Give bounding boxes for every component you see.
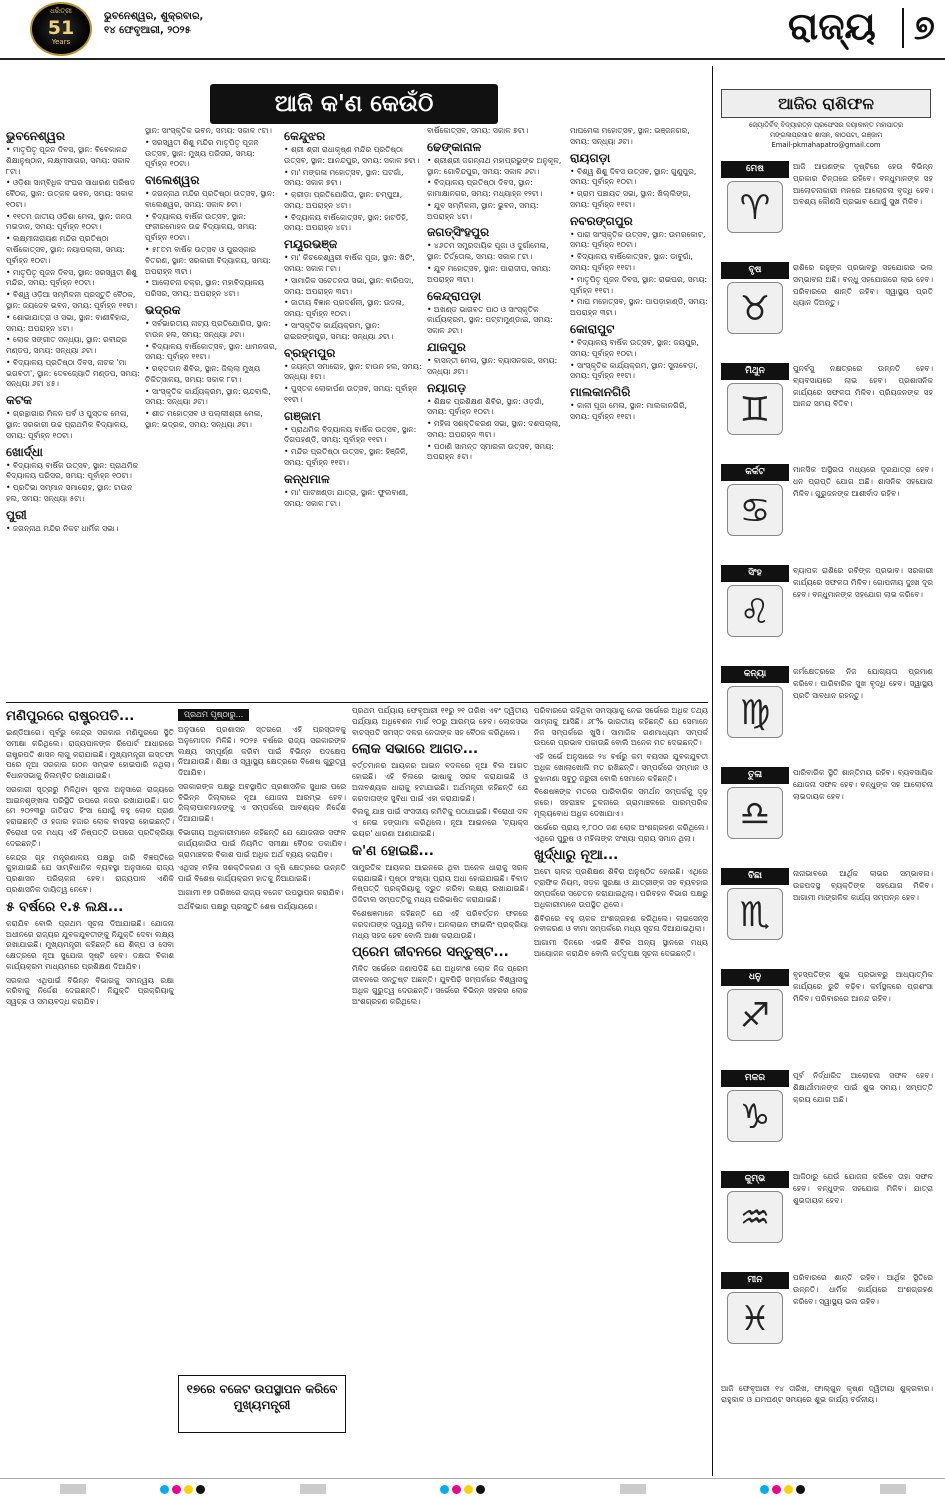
event-item: • ସାଂସ୍କୃତିକ କାର୍ଯ୍ୟକ୍ରମ, ସ୍ଥାନ: ଚାନ୍ଦବାଲି, ସମୟ: ସନ୍ଧ୍ୟା ୬ଟା। [145, 386, 271, 407]
event-item: • ଜାତୀୟ ବିଜ୍ଞାନ ପ୍ରଦର୍ଶନୀ, ସ୍ଥାନ: ଉଦଳା, ସମୟ: ପୂର୍ବାହ୍ନ ୧୦ଟା। [284, 298, 405, 319]
event-city-heading: ନବରଙ୍ଗପୁର [570, 213, 633, 228]
story-headline [6, 708, 174, 725]
budget-headline-box: ୧୭ରେ ବଜେଟ ଉପସ୍ଥାପନ କରିବେ ମୁଖ୍ୟମନ୍ତ୍ରୀ [178, 1375, 346, 1433]
event-item: • କାଳୀ ପୂଜା ମେଳା, ସ୍ଥାନ: ମାଲକାନଗିରି, ସମୟ: ପୂର୍ବାହ୍ନ ୧୧ଟା। [570, 401, 687, 421]
sign-prediction: ପୂର୍ବ ନିର୍ଦ୍ଧାରିତ ଆଲୋଚନା ସଫଳ ହେବ। ଶିକ୍ଷାର୍ଥୀମାନଙ୍କ ପାଇଁ ଶୁଭ ସମୟ। ସମ୍ପତ୍ତି କ୍ରୟ ଯୋଗ ଅଛି। [793, 1071, 933, 1104]
event-city-heading: କେନ୍ଦୁଝର [284, 129, 326, 143]
sign-name: କନ୍ୟା [721, 666, 789, 683]
horoscope-footer: ଆଜି ଫେବୃଆରୀ ୧୪ ତାରିଖ, ଫାଲ୍‌ଗୁନ କୃଷ୍ଣ ଦ୍ୱିତୀୟା ଶୁକ୍ରବାର। ରାହୁକାଳ ଓ ଯମଘଣ୍ଟ ସମୟରେ ଶୁଭ କାର୍ଯ୍ୟ ବର୍ଜନୀୟ। [721, 1384, 933, 1405]
story-paragraph: ଅନୁସାରେ ପ୍ରଶାସନ ସ୍ତରରେ ଏହି ପ୍ରସ୍ତାବକୁ ଅନୁମୋଦନ ମିଳିଛି। ୨୦୨୫ ବର୍ଷରେ ରାଜ୍ୟ ସରକାରଙ୍କ ଲକ୍ଷ୍ୟ ସମ୍ପୂର୍ଣ୍ଣ କରିବା ପାଇଁ ବିଭିନ୍ନ ପଦକ୍ଷେପ ନିଆଯାଉଛି। ଶିକ୍ଷା ଓ ସ୍ୱାସ୍ଥ୍ୟ କ୍ଷେତ୍ରରେ ବିଶେଷ ଗୁରୁତ୍ୱ ଦିଆଯିବ। [178, 725, 346, 778]
story-state-plan [178, 706, 346, 1370]
logo-years-number: 51 [47, 17, 75, 39]
astrologer-email: Email-pkmahapatro@gmail.com [771, 141, 881, 149]
event-item: • ଗ୍ରନ୍ଥାଗାର ମିଳନ ପର୍ବ ଓ ପୁସ୍ତକ ମେଳା, ସ୍ଥାନ: ସରକାରୀ ଉଚ୍ଚ ପ୍ରାଥମିକ ବିଦ୍ୟାଳୟ, ସମୟ: ପୂର୍ବାହ୍ନ ୧୦ଟା। [6, 409, 129, 440]
event-item: • ଯୁବ ସମ୍ମିଳନୀ, ସ୍ଥାନ: ଭୁବନ, ସମୟ: ଅପରାହ୍ନ ୪ଟା। [427, 200, 539, 221]
story-paragraph: ସାମ୍ପ୍ରତିକ ଆୟକର ଆଇନରେ ଥିବା ଅନେକ ଧାରାକୁ ସରଳ କରାଯାଇଛି। ପୃଷ୍ଠା ସଂଖ୍ୟା ପ୍ରାୟ ଅଧା ହୋଇଯାଇଛି। ବିବାଦ ନିଷ୍ପତ୍ତି ପ୍ରକ୍ରିୟାକୁ ଦ୍ରୁତ କରିବା ଲକ୍ଷ୍ୟ ରଖାଯାଇଛି। ଡିଜିଟାଲ ସମ୍ପତ୍ତିକୁ ମଧ୍ୟ ପରିଭାଷିତ କରାଯାଇଛି। [352, 862, 528, 905]
sign-prediction: ଆଜି ଆପଣଙ୍କ ଦୃଷ୍ଟିରେ ହେଉ ବିଭିନ୍ନ ପ୍ରକାର ଚିନ୍ତାରେ ରହିବେ। ବନ୍ଧୁମାନଙ୍କ ସହ ଆଲୋଚନାକାରୀ ମନରେ ଆଲୋଚନା ବୃଦ୍ଧି ହେବ। ଅବଶ୍ୟ କୌଣସି ପ୍ରଭାବ ଯୋଗୁଁ ସୁଖ ମିଳିବ। [793, 162, 933, 207]
horoscope-credit [721, 120, 931, 150]
events-banner: ଆଜି କ'ଣ କେଉଁଠି [210, 84, 498, 124]
event-item: • ୧୧ତମ ଜାତୀୟ ଓଡ଼ିଶା ମେଳା, ସ୍ଥାନ: ଜନତା ମଇଦାନ, ସମୟ: ପୂର୍ବାହ୍ନ ୧୦ଟା। [6, 211, 132, 232]
horoscope-sign [721, 464, 936, 552]
zodiac-icon: ♍ [727, 686, 783, 738]
event-item: • ଲୋକ ସଙ୍ଗୀତ ସନ୍ଧ୍ୟା, ସ୍ଥାନ: ରବୀନ୍ଦ୍ର ମଣ୍ଡପ, ସମୟ: ସନ୍ଧ୍ୟା ୬ଟା। [6, 335, 128, 356]
horoscope-sign [721, 262, 936, 350]
event-item: • ଶୀତ ମହୋତ୍ସବ ଓ ପଲ୍ଲୀଶ୍ରୀ ମେଳା, ସ୍ଥାନ: ଭଦ୍ରକ, ସମୟ: ସନ୍ଧ୍ୟା ୬ଟା। [145, 409, 263, 429]
event-item: • ଓଡ଼ିଶା ସାମ୍ବିଧିକ ସଂଘର ସାଧାରଣ ପରିଷଦ ବୈଠକ, ସ୍ଥାନ: ଉତ୍କଳ ଭବନ, ସମୟ: ସକାଳ ୧୦ଟା। [6, 178, 135, 209]
sign-name: ମେଷ [721, 161, 789, 178]
event-item: • ବିଦ୍ୟାଳୟ ବାର୍ଷିକ ଉତ୍ସବ, ସ୍ଥାନ: ପ୍ରାଥମିକ ବିଦ୍ୟାଳୟ ପରିସର, ସମୟ: ପୂର୍ବାହ୍ନ ୧୦ଟା। [6, 460, 139, 481]
sign-prediction: ବ୍ୟାପକ ରାଶିରେ ରବିଙ୍କ ପ୍ରଭାବ। ସରକାରୀ କାର୍ଯ୍ୟରେ ସଫଳତା ମିଳିବ। ଗୋପନୀୟ ଦୁଃଖ ଦୂର ହେବ। ବନ୍ଧୁମାନଙ୍କ ସହଯୋଗ ଲାଭ କରିବେ। [793, 566, 933, 599]
horoscope-sign [721, 1171, 936, 1259]
event-item: • ମା' ପାଟଖଣ୍ଡା ଯାତ୍ରା, ସ୍ଥାନ: ଫୁଲବାଣୀ, ସମୟ: ସକାଳ ୮ଟା। [284, 487, 409, 508]
sign-name: କୁମ୍ଭ [721, 1171, 789, 1188]
event-item: • ମା' କିଚକେଶ୍ୱରୀ ବାର୍ଷିକ ପୂଜା, ସ୍ଥାନ: ଖିଚିଂ, ସମୟ: ସକାଳ ୮ଟା। [284, 253, 415, 274]
page-number: ୭ [902, 8, 935, 48]
story-subhead: ୫ ବର୍ଷରେ ୧.୫ ଲକ୍ଷ... [6, 898, 124, 915]
astrologer-name: ଜ୍ୟୋତିର୍ବିଦ୍ ବିଦ୍ୟାରତ୍ନ ପ୍ରଫେସର ଦୟାକାନ୍ତ ମହାପାତ୍ର [748, 121, 904, 129]
event-item: • ପ୍ରାଥମିକ ବିଦ୍ୟାଳୟ ବାର୍ଷିକ ଉତ୍ସବ, ସ୍ଥାନ: ଦିଗପହଣ୍ଡି, ସମୟ: ପୂର୍ବାହ୍ନ ୧୧ଟା। [284, 424, 417, 445]
event-city-heading: ପୁରୀ [6, 507, 27, 522]
dateline-place: ଭୁବନେଶ୍ୱର, ଶୁକ୍ରବାର, [104, 11, 204, 22]
event-item: • ଶ୍ରୀ ଶ୍ରୀ ରାଧାକୃଷ୍ଣ ମନ୍ଦିର ପ୍ରତିଷ୍ଠା ଉତ୍ସବ, ସ୍ଥାନ: ଆନନ୍ଦପୁର, ସମୟ: ସକାଳ ୭ଟା। [284, 145, 420, 165]
story-paragraph: ଆଗାମୀ ଦିନରେ ଏଭଳି ଶିବିର ଅନ୍ୟ ସ୍ଥାନରେ ମଧ୍ୟ ଆୟୋଜନ କରାଯିବ ବୋଲି କର୍ତ୍ତୃପକ୍ଷ ସୂଚନା ଦେଇଛନ୍ତି। [534, 938, 708, 958]
event-item: • ମନ୍ଦିର ପ୍ରତିଷ୍ଠା ଉତ୍ସବ, ସ୍ଥାନ: ହିଞ୍ଜିଳି, ସମୟ: ପୂର୍ବାହ୍ନ ୧୧ଟା। [284, 447, 408, 467]
story-paragraph: ବିଲକୁ ଯାଞ୍ଚ ପାଇଁ ସଂସଦୀୟ କମିଟିକୁ ପଠାଯାଇଛି। ବିରୋଧୀ ଦଳ ଏ ନେଇ ହଙ୍ଗାମା କରିଥିଲେ। ନୂଆ ଆଇନରେ 'ଟ୍ୟାକ୍ସ ଇୟର' ଧାରଣା ଆଣାଯାଇଛି। [352, 807, 528, 839]
zodiac-icon: ♋ [727, 484, 783, 536]
events-column-5 [570, 126, 708, 698]
story-paragraph: ସରକାରଙ୍କ ପକ୍ଷରୁ ଅବସ୍ଥାପିତ ପ୍ରଶାସନିକ ସୁଧାର ପରେ ବିଭିନ୍ନ ଜିଲ୍ଲାରେ ନୂଆ ଯୋଜନା ଆରମ୍ଭ ହେବ। ଜିଲ୍ଲାପାଳମାନଙ୍କୁ ଏ ସମ୍ପର୍କରେ ଆବଶ୍ୟକ ନିର୍ଦ୍ଦେଶ ଦିଆଯାଇଛି। [178, 781, 346, 824]
logo-years-label: Years [51, 38, 71, 46]
horoscope-title: ଆଜିର ରାଶିଫଳ [721, 89, 931, 118]
event-city-heading: କଟକ [6, 393, 33, 408]
sign-prediction: ପୁନର୍ବସୁ ନକ୍ଷତ୍ରରେ ଉନ୍ନତି ହେବ। ବ୍ୟବସାୟରେ ଲାଭ ହେବ। ପ୍ରଶାସନିକ କାର୍ଯ୍ୟରେ ସଫଳତା ମିଳିବ। ପ୍ରିୟଜନଙ୍କ ସହ ଆନନ୍ଦ ସମୟ ବିତିବ। [793, 364, 933, 409]
logo-top-text: ଧରିତ୍ରୀ [50, 7, 72, 15]
events-column-3 [284, 126, 422, 698]
event-item: • କ୍ରୀଡ଼ା ପ୍ରତିଯୋଗିତା, ସ୍ଥାନ: ଚମ୍ପୁଆ, ସମୟ: ଅପରାହ୍ନ ୪ଟା। [284, 190, 403, 210]
zodiac-icon: ♊ [727, 383, 783, 435]
event-item: • ଶିକ୍ଷକ ପ୍ରଶିକ୍ଷଣ ଶିବିର, ସ୍ଥାନ: ଓଡ଼ଗାଁ, ସମୟ: ପୂର୍ବାହ୍ନ ୧୦ଟା। [427, 396, 545, 417]
story-paragraph: ସରକାରୀ ସୂତ୍ରରୁ ମିଳିଥିବା ସୂଚନା ଅନୁସାରେ ରାଜ୍ୟରେ ଆଇନଶୃଙ୍ଖଳା ପରିସ୍ଥିତି ଉପରେ ନଜର ରଖାଯାଉଛି। ଗତ ମେ ୨୦୨୩ରୁ ଜାତିଗତ ହିଂସା ଯୋଗୁଁ ବହୁ ଲୋକ ପ୍ରାଣ ହରାଇଛନ୍ତି ଓ ହଜାର ହଜାର ଲୋକ ବାସହରା ହୋଇଛନ୍ତି। ବିରୋଧୀ ଦଳ ମଧ୍ୟ ଏହି ନିଷ୍ପତ୍ତି ଉପରେ ପ୍ରତିକ୍ରିୟା ଦେଇଛନ୍ତି। [6, 784, 174, 848]
continued-tag: ପ୍ରଥମ ପୃଷ୍ଠାରୁ... [178, 709, 249, 721]
sign-name: ସିଂହ [721, 565, 789, 582]
event-item: • ଜଗନ୍ନାଥ ମନ୍ଦିର ପ୍ରତିଷ୍ଠା ଉତ୍ସବ, ସ୍ଥାନ: ବାଲେଶ୍ୱର, ସମୟ: ସକାଳ ୭ଟା। [145, 189, 275, 209]
story-paragraph: ଅର୍ଥବିଭାଗ ପକ୍ଷରୁ ପ୍ରସ୍ତୁତି ଶେଷ ପର୍ଯ୍ୟାୟରେ। [178, 901, 317, 911]
story-paragraph: ଅଟୋ ଚାଳକ ପ୍ରଶିକ୍ଷଣ ଶିବିର ଅନୁଷ୍ଠିତ ହୋଇଛି। ଏଥିରେ ଟ୍ରାଫିକ ନିୟମ, ସଡ଼କ ସୁରକ୍ଷା ଓ ଯାତ୍ରୀଙ୍କ ସହ ବ୍ୟବହାର ସମ୍ପର୍କରେ ସଚେତନ କରାଯାଇଥିଲା। ପରିବହନ ବିଭାଗ ପକ୍ଷରୁ ଅଧିକାରୀମାନେ ଉପସ୍ଥିତ ଥିଲେ। [534, 867, 708, 909]
event-city-heading: ବ୍ରହ୍ମପୁର [284, 345, 336, 360]
section-title: ରାଜ୍ୟ [788, 4, 876, 48]
event-city-heading: ମୟୂରଭଞ୍ଜ [284, 237, 338, 252]
dateline [104, 10, 203, 38]
story-subhead: କ'ଣ ହୋଇଛି... [352, 842, 434, 859]
event-item: • ବିଦ୍ୟାଳୟ ବାର୍ଷିକୋତ୍ସବ, ସ୍ଥାନ: ଡାବୁଗାଁ, ସମୟ: ପୂର୍ବାହ୍ନ ୧୧ଟା। [570, 252, 693, 273]
event-item: • ଅଖଣ୍ଡ ଭାଗବତ ପାଠ ଓ ସାଂସ୍କୃତିକ କାର୍ଯ୍ୟକ୍ରମ, ସ୍ଥାନ: ପଟ୍ଟାମୁଣ୍ଡାଇ, ସମୟ: ସକାଳ ୬ଟା। [427, 304, 553, 336]
story-paragraph: ଶିବିରରେ ବହୁ ଚାଳକ ଅଂଶଗ୍ରହଣ କରିଥିଲେ। ଲାଇସେନ୍ସ ନବୀକରଣ ଓ ବୀମା ସମ୍ପର୍କରେ ମଧ୍ୟ ସୂଚନା ଦିଆଯାଇଥିଲା। [534, 913, 708, 934]
event-item: • ଶୋଭାଯାତ୍ରା ଓ ସଭା, ସ୍ଥାନ: ବାଣୀବିହାର, ସମୟ: ଅପରାହ୍ନ ୪ଟା। [6, 312, 130, 333]
event-item: • ବିଦ୍ୟାଳୟ ବାର୍ଷିକ ଉତ୍ସବ, ସ୍ଥାନ: ଜୟପୁର, ସମୟ: ପୂର୍ବାହ୍ନ ୧୦ଟା। [570, 337, 699, 358]
event-item: • ମହିଳା ସଶକ୍ତିକରଣ ସଭା, ସ୍ଥାନ: ଦଶପଲ୍ଲା, ସମୟ: ଅପରାହ୍ନ ୩ଟା। [427, 419, 561, 439]
newspaper-logo [30, 2, 92, 56]
event-item: • ବାସନ୍ତୀ ମେଳା, ସ୍ଥାନ: ବ୍ୟାସନଗର, ସମୟ: ସନ୍ଧ୍ୟା ୬ଟା। [427, 355, 558, 376]
event-item: • ମାତୃପିତୃ ପୂଜନ ଦିବସ, ସ୍ଥାନ: ରାଇଘର, ସମୟ: ପୂର୍ବାହ୍ନ ୧୧ଟା। [570, 274, 708, 295]
horoscope-sign [721, 363, 936, 451]
zodiac-icon: ♑ [727, 1090, 783, 1142]
event-city-heading: ଭଦ୍ରକ [145, 302, 181, 317]
event-item: • ମା' ମଙ୍ଗଳା ମହୋତ୍ସବ, ସ୍ଥାନ: ଘଟଗାଁ, ସମୟ: ସକାଳ ୭ଟା। [284, 167, 404, 188]
events-column-2 [145, 126, 279, 698]
event-city-heading: ନୟାଗଡ଼ [427, 380, 467, 395]
sign-name: ତୁଳା [721, 767, 789, 784]
event-item: • ୫୮ତମ ବାର୍ଷିକ ଉତ୍ସବ ଓ ପୁରସ୍କାର ବିତରଣ, ସ୍ଥାନ: ସରକାରୀ ବିଦ୍ୟାଳୟ, ସମୟ: ଅପରାହ୍ନ ୩ଟା। [145, 245, 271, 276]
events-column-4 [427, 126, 565, 698]
event-item: ବାର୍ଷିକୋତ୍ସବ, ସମୟ: ସକାଳ ୭ଟା। [427, 126, 529, 135]
print-bar [880, 1484, 906, 1494]
event-item: • ସର୍ବଭାରତୀୟ ନାଟ୍ୟ ପ୍ରତିଯୋଗିତା, ସ୍ଥାନ: ଟାଉନ ହଲ, ସମୟ: ସନ୍ଧ୍ୟା ୬ଟା। [145, 318, 271, 339]
sign-prediction: ମାନସିକ ଅସ୍ଥିରତା ମଧ୍ୟରେ ଦୂରଯାତ୍ରା ହେବ। ଧନ ପ୍ରାପ୍ତି ଯୋଗ ଅଛି। ଶାସନିକ ସହଯୋଗ ମିଳିବ। ଗୁରୁଜନଙ୍କ ଆଶୀର୍ବାଦ ରହିବ। [793, 465, 933, 498]
story-paragraph: ସର୍ଭେରେ ପ୍ରାୟ ୧,୮୦୦ ଜଣ ଲୋକ ଅଂଶଗ୍ରହଣ କରିଥିଲେ। ଏଥିରେ ପୁରୁଷ ଓ ମହିଳାଙ୍କ ସଂଖ୍ୟା ପ୍ରାୟ ସମାନ ଥିଲା। [534, 822, 708, 843]
story-loksabha [352, 706, 528, 1474]
story-headline-text: ମଣିପୁରରେ ରାଷ୍ଟ୍ରପତି... [6, 708, 135, 724]
event-item: • ଲକ୍ଷ୍ମୀନାରାୟଣ ମନ୍ଦିର ପ୍ରତିଷ୍ଠା ବାର୍ଷିକୋତ୍ସବ, ସ୍ଥାନ: ନୟାପଲ୍ଲୀ, ସମୟ: ପୂର୍ବାହ୍ନ ୧୦ଟା। [6, 234, 125, 265]
event-item: • ୪୬ତମ ସମ୍ପ୍ରଦାୟିକ ପୂଜା ଓ ଦୁର୍ଗାମେଳା, ସ୍ଥାନ: ତିର୍ତ୍ତୋଲ, ସମୟ: ସକାଳ ୮ଟା। [427, 241, 549, 262]
story-manipur [6, 706, 174, 1474]
sign-name: ବୃଷ [721, 262, 789, 279]
event-item: • ବିଶ୍ୱ ଶିଶୁ ଦିବସ ଉତ୍ସବ, ସ୍ଥାନ: ଗୁଣୁପୁର, ସମୟ: ପୂର୍ବାହ୍ନ ୧୦ଟା। [570, 166, 697, 187]
event-item: • ଜୟନ୍ତୀ ସମାରୋହ, ସ୍ଥାନ: ଟାଉନ ହଲ, ସମୟ: ସନ୍ଧ୍ୟା ୫ଟା। [284, 361, 422, 382]
zodiac-icon: ♏ [727, 888, 783, 940]
story-paragraph: ଇଣ୍ଡିଆରେ। ପୂର୍ବରୁ କେନ୍ଦ୍ର ସରକାର ମଣିପୁରରେ ସ୍ଥିତି ସମୀକ୍ଷା କରିଥିଲେ। ରାଜ୍ୟପାଳଙ୍କ ରିପୋର୍ଟ ଆଧାରରେ ରାଷ୍ଟ୍ରପତି ଶାସନ ଲାଗୁ କରାଯାଇଛି। ମୁଖ୍ୟମନ୍ତ୍ରୀ ଇସ୍ତଫା ପରେ ନୂଆ ସରକାର ଗଠନ ସମ୍ଭବ ହୋଇପାରି ନଥିଲା। ବିଧାନସଭାକୁ ନିଲମ୍ବିତ ରଖାଯାଇଛି। [6, 728, 174, 781]
section-divider [6, 702, 708, 703]
sign-name: ବିଛା [721, 868, 789, 885]
event-item: • ସରସ୍ୱତୀ ଶିଶୁ ମନ୍ଦିର ମାତୃପିତୃ ପୂଜନ ଉତ୍ସବ, ସ୍ଥାନ: ମୁଖ୍ୟ ପରିସର, ସମୟ: ପୂର୍ବାହ୍ନ ୧୦ଟା। [145, 137, 259, 169]
horoscope-sign [721, 1070, 936, 1158]
horoscope-sign [721, 1272, 936, 1360]
story-paragraph: ବର୍ତ୍ତମାନର ଆୟକର ଆଇନ ବଦଳରେ ନୂଆ ବିଲ ଆଗତ ହୋଇଛି। ଏହି ବିଲରେ ଭାଷାକୁ ସରଳ କରାଯାଇଛି ଓ ଅନାବଶ୍ୟକ ଧାରାକୁ ହଟାଯାଇଛି। ଅର୍ଥମନ୍ତ୍ରୀ କହିଛନ୍ତି ଯେ କରଦାତାଙ୍କ ସୁବିଧା ପାଇଁ ଏହା କରାଯାଇଛି। [352, 761, 528, 803]
event-item: • ଜଗନ୍ନାଥ ମନ୍ଦିର ନିକଟ ଧାର୍ମିକ ସଭା। [6, 523, 119, 533]
event-item: • ବିଦ୍ୟାଳୟ ପ୍ରତିଷ୍ଠା ଦିବସ, ସ୍ଥାନ: କାମାକ୍ଷାନଗର, ସମୟ: ମଧ୍ୟାହ୍ନ ୧୨ଟା। [427, 178, 543, 199]
color-dots [440, 1485, 488, 1494]
story-paragraph: ବିଭାଗୀୟ ଅଧିକାରୀମାନେ କହିଛନ୍ତି ଯେ ଯୋଜନାର ସଫଳ କାର୍ଯ୍ୟକାରିତା ପାଇଁ ନିୟମିତ ସମୀକ୍ଷା ବୈଠକ ଡକାଯିବ। ଗ୍ରାମାଞ୍ଚଳର ବିକାଶ ପାଇଁ ଅଧିକ ଅର୍ଥ ବ୍ୟୟ କରାଯିବ। [178, 828, 346, 859]
horoscope-sign [721, 161, 936, 249]
print-bar [620, 1484, 646, 1494]
sign-name: ମୀନ [721, 1272, 789, 1289]
event-city-heading: ଜଗତ୍‌ସିଂହପୁର [427, 225, 490, 240]
event-city-heading: କନ୍ଧମାଳ [284, 471, 330, 486]
sign-prediction: ପାରିବାରିକ ସ୍ଥିତି ଶାନ୍ତିମୟ ରହିବ। ବ୍ୟବସାୟିକ ଯୋଜନା ସଫଳ ହେବ। ବନ୍ଧୁଙ୍କ ସହ ଆଲୋଚନା ଲାଭଦାୟକ ହେବ। [793, 768, 933, 801]
event-item: • ଯୁବ ମହୋତ୍ସବ, ସ୍ଥାନ: ପାରାଦୀପ, ସମୟ: ଅପରାହ୍ନ ୩ଟା। [427, 264, 551, 284]
sign-prediction: ନାନାଭାବରେ ଆର୍ଥିକ ଲାଭର ସମ୍ଭାବନା। ଉଚ୍ଚପଦସ୍ଥ ବ୍ୟକ୍ତିଙ୍କ ସହଯୋଗ ମିଳିବ। ଆଗାମୀ ମାଙ୍ଗଳିକ କାର୍ଯ୍ୟ ସମ୍ପନ୍ନ ହେବ। [793, 869, 933, 902]
event-city-heading: କେନ୍ଦ୍ରାପଡ଼ା [427, 288, 482, 303]
event-item: • ବିଦ୍ୟାଳୟ ବାର୍ଷିକୋତ୍ସବ, ସ୍ଥାନ: ହାଟଡିହି, ସମୟ: ଅପରାହ୍ନ ୪ଟା। [284, 212, 409, 233]
event-item: • ମାତୃପିତୃ ପୂଜନ ଦିବସ, ସ୍ଥାନ: ସରସ୍ୱତୀ ଶିଶୁ ମନ୍ଦିର, ସମୟ: ପୂର୍ବାହ୍ନ ୧୦ଟା। [6, 267, 137, 288]
sign-prediction: ପରିବାରରେ ଶାନ୍ତି ରହିବ। ଆର୍ଥିକ ସ୍ଥିତିରେ ଉନ୍ନତି। ଧାର୍ମିକ କାର୍ଯ୍ୟରେ ଅଂଶଗ୍ରହଣ କରିବେ। ସ୍ୱାସ୍ଥ୍ୟ ଭଲ ରହିବ। [793, 1273, 933, 1306]
story-paragraph: ମିଳିତ ସର୍ଭେରେ ଜଣାପଡ଼ିଛି ଯେ ଅଧିକାଂଶ ଲୋକ ନିଜ ପ୍ରେମ ଜୀବନରେ ସନ୍ତୁଷ୍ଟ ଅଛନ୍ତି। ଯୁବପିଢ଼ି ସମ୍ପର୍କରେ ବିଶ୍ୱାସକୁ ଅଧିକ ଗୁରୁତ୍ୱ ଦେଉଛନ୍ତି। ସର୍ଭେରେ ବିଭିନ୍ନ ସହରର ଲୋକ ଅଂଶଗ୍ରହଣ କରିଥିଲେ। [352, 964, 528, 1006]
story-subhead: ଖୁର୍ଦ୍ଧାରୁ ନୂଆ... [534, 847, 619, 864]
story-subhead: ଲୋକ ସଭାରେ ଆଗତ... [352, 741, 479, 758]
event-item: • ପାରା ସାଂସ୍କୃତିକ ଉତ୍ସବ, ସ୍ଥାନ: ଉମରକୋଟ, ସମୟ: ପୂର୍ବାହ୍ନ ୧୦ଟା। [570, 229, 706, 250]
event-item: • ବିଦ୍ୟାଳୟ ପ୍ରତିଷ୍ଠା ଦିବସ, ନାଟକ 'ମା ଭଗବତୀ', ସ୍ଥାନ: ଦେବଜ୍ୟୋତି ମଣ୍ଡପ, ସମୟ: ସନ୍ଧ୍ୟା ୬ଟା ୪୫। [6, 357, 140, 389]
story-subhead: ପ୍ରେମ ଜୀବନରେ ସନ୍ତୁଷ୍ଟ... [352, 944, 509, 961]
horoscope-sign [721, 868, 936, 956]
event-city-heading: ଖୋର୍ଦ୍ଧା [6, 444, 43, 459]
horoscope-sign [721, 969, 936, 1057]
story-paragraph: ଏହି ସର୍ଭେ ଅନୁସାରେ ୨୪ ବର୍ଷରୁ କମ ବୟସର ଯୁବକଯୁବତୀ ଅଧିକ ଖୋଲାଖୋଲି ମତ ରଖିଛନ୍ତି। ସମ୍ପର୍କରେ ସମ୍ମାନ ଓ ବୁଝାମଣା ସବୁଠୁ ଜରୁରୀ ବୋଲି ସେମାନେ କହିଛନ୍ତି। [534, 752, 708, 783]
horoscope-sign [721, 666, 936, 754]
dateline-date: ୧୪ ଫେବୃଆରୀ, ୨୦୨୫ [104, 25, 191, 36]
story-paragraph: ବିଶେଷଜ୍ଞଙ୍କ ମତରେ ପାରିବାରିକ ସମର୍ଥନ ସମ୍ପର୍କକୁ ଦୃଢ଼ କରେ। ସହରାଞ୍ଚଳ ତୁଳନାରେ ଗ୍ରାମାଞ୍ଚଳରେ ପାରମ୍ପରିକ ମୂଲ୍ୟବୋଧ ଅଧିକ ଦେଖାଯାଏ। [534, 787, 708, 819]
sign-name: ମିଥୁନ [721, 363, 789, 380]
story-survey [534, 706, 708, 1474]
story-paragraph: ପ୍ରଥମ ପର୍ଯ୍ୟାୟ ଫେବୃଆରୀ ୧୧ରୁ ୨୧ ତାରିଖ ଏବଂ ଦ୍ୱିତୀୟ ପର୍ଯ୍ୟାୟ ଅଧିବେଶନ ମାର୍ଚ୍ଚ ୧୦ରୁ ଆରମ୍ଭ ହେବ। ଲୋକସଭା ବାଚସ୍ପତି ସମସ୍ତ ଦଳର ନେତାଙ୍କ ସହ ବୈଠକ କରିଥିଲେ। [352, 706, 528, 737]
horoscope-sign [721, 565, 936, 653]
event-item: • ସାଂସ୍କୃତିକ କାର୍ଯ୍ୟକ୍ରମ, ସ୍ଥାନ: ସୁନାବେଡ଼ା, ସମୟ: ପୂର୍ବାହ୍ନ ୧୧ଟା। [570, 360, 698, 381]
event-city-heading: ଯାଜପୁର [427, 339, 466, 354]
zodiac-icon: ♈ [727, 181, 783, 233]
column-divider [712, 66, 713, 1476]
story-paragraph: ବିଶେଷଜ୍ଞମାନେ କହିଛନ୍ତି ଯେ ଏହି ପରିବର୍ତ୍ତନ ଫଳରେ କରଦାତାଙ୍କ ଦ୍ୱନ୍ଦ୍ୱ କମିବ। ଅନଲାଇନ ଫାଇଲିଂ ପ୍ରକ୍ରିୟା ମଧ୍ୟ ସହଜ ହେବ ବୋଲି ଆଶା କରାଯାଉଛି। [352, 908, 528, 940]
event-item: • ଆଲୋଚନା ଚକ୍ର, ସ୍ଥାନ: ମହାବିଦ୍ୟାଳୟ ପରିସର, ସମୟ: ଅପରାହ୍ନ ୪ଟା। [145, 278, 265, 299]
event-item: • ପଠାଣି ସାମନ୍ତ ସ୍ମାରକୀ ଉତ୍ସବ, ସମୟ: ଅପରାହ୍ନ ୫ଟା। [427, 441, 554, 462]
sign-prediction: କର୍ମକ୍ଷେତ୍ରରେ ନିଜ ଯୋଗ୍ୟତା ପ୍ରମାଣ କରିବେ। ପାରିବାରିକ ସୁଖ ବୃଦ୍ଧି ହେବ। ସ୍ୱାସ୍ଥ୍ୟ ପ୍ରତି ସାବଧାନ ରହନ୍ତୁ। [793, 667, 933, 700]
event-city-heading: ଗଞ୍ଜାମ [284, 408, 321, 423]
event-item: • ସାମାଜିକ ସଚେତନତା ସଭା, ସ୍ଥାନ: ବାରିପଦା, ସମୟ: ଅପରାହ୍ନ ୩ଟା। [284, 275, 414, 296]
event-item: • ଗ୍ରାମ ପଞ୍ଚାୟତ ସଭା, ସ୍ଥାନ: ଖିଲ୍ଲିଙ୍ଗ, ସମୟ: ପୂର୍ବାହ୍ନ ୧୧ଟା। [570, 189, 691, 209]
color-dots [160, 1485, 208, 1494]
story-paragraph: ସରକାର ଏଥିପାଇଁ ବିଭିନ୍ନ ବିଭାଗକୁ ସମନ୍ୱୟ ରକ୍ଷା କରିବାକୁ ନିର୍ଦ୍ଦେଶ ଦେଇଛନ୍ତି। ନିଯୁକ୍ତି ପ୍ରକ୍ରିୟାକୁ ସ୍ୱଚ୍ଛ ଓ ସମୟବଦ୍ଧ କରାଯିବ। [6, 975, 174, 1007]
sign-prediction: ଆଜିଠାରୁ ଯେଉଁ ଯୋଜନା କରିବେ ତାହା ସଫଳ ହେବ। ବନ୍ଧୁଙ୍କ ସହଯୋଗ ମିଳିବ। ଯାତ୍ରା ଶୁଭଦାୟକ ହେବ। [793, 1172, 933, 1205]
zodiac-icon: ♌ [727, 585, 783, 637]
event-item: • ସାଂସ୍କୃତିକ କାର୍ଯ୍ୟକ୍ରମ, ସ୍ଥାନ: ରାଇରଙ୍ଗପୁର, ସମୟ: ସନ୍ଧ୍ୟା ୬ଟା। [284, 320, 394, 341]
event-city-heading: କୋରାପୁଟ [570, 321, 615, 336]
story-paragraph: ପରିବାରରେ ରହିଥିବା ସମସ୍ୟାକୁ ନେଇ ସର୍ଭେରେ ଅଧିକ ତଥ୍ୟ ସାମ୍ନାକୁ ଆସିଛି। ୬୮% ଭାରତୀୟ କହିଛନ୍ତି ଯେ ସେମାନେ ନିଜ ସମ୍ପର୍କରେ ଖୁସି। ସାମାଜିକ ଗଣମାଧ୍ୟମ ସମ୍ପର୍କ ଉପରେ ପ୍ରଭାବ ପକାଉଛି ବୋଲି ଅନେକ ମତ ଦେଇଛନ୍ତି। [534, 706, 708, 748]
event-item: • ବିଶ୍ୱ ଓଡ଼ିଆ ସମ୍ମିଳନୀ ପ୍ରସ୍ତୁତି ବୈଠକ, ସ୍ଥାନ: ଜୟଦେବ ଭବନ, ସମୟ: ପୂର୍ବାହ୍ନ ୧୧ଟା। [6, 290, 137, 310]
story-paragraph: କେନ୍ଦ୍ର ଗୃହ ମନ୍ତ୍ରଣାଳୟ ପକ୍ଷରୁ ଜାରି ବିଜ୍ଞପ୍ତିରେ କୁହାଯାଇଛି ଯେ ସାମ୍ବିଧାନିକ ବ୍ୟବସ୍ଥା ଅନୁସାରେ ରାଜ୍ୟ ପ୍ରଶାସନ ପରିଚାଳନା ହେବ। ରାଜ୍ୟପାଳ ଏଣିକି ପ୍ରଶାସନିକ ଦାୟିତ୍ୱ ନେବେ। [6, 852, 174, 894]
event-city-heading: ମାଲକାନଗିରି [570, 385, 631, 400]
page-header [0, 0, 945, 60]
sign-prediction: ବୃହସ୍ପତିଙ୍କ ଶୁଭ ପ୍ରଭାବରୁ ଆଧ୍ୟାତ୍ମିକ କାର୍ଯ୍ୟରେ ରୁଚି ବଢ଼ିବ। କର୍ମସ୍ଥଳରେ ପ୍ରଶଂସା ମିଳିବ। ପରିବାରରେ ଆନନ୍ଦ ରହିବ। [793, 970, 933, 1003]
event-city-heading: ବାଲେଶ୍ୱର [145, 173, 200, 188]
story-paragraph: ଆଗାମୀ ୧୭ ତାରିଖରେ ରାଜ୍ୟ ବଜେଟ ଉପସ୍ଥାପନ କରାଯିବ। [178, 887, 344, 897]
horoscope-sign [721, 767, 936, 855]
story-paragraph: କରାଯିବ ବୋଲି ପ୍ରଥମ ସୂଚନା ଦିଆଯାଇଛି। ଯୋଜନା ଅଧୀନରେ ରାଜ୍ୟର ଯୁବକଯୁବତୀଙ୍କୁ ନିଯୁକ୍ତି ଦେବା ଲକ୍ଷ୍ୟ ରଖାଯାଇଛି। ମୁଖ୍ୟମନ୍ତ୍ରୀ କହିଛନ୍ତି ଯେ ଶିଳ୍ପ ଓ ସେବା କ୍ଷେତ୍ରରେ ନୂଆ ସୁଯୋଗ ସୃଷ୍ଟି ହେବ। ଦକ୍ଷତା ବିକାଶ କାର୍ଯ୍ୟକ୍ରମ ମାଧ୍ୟମରେ ପ୍ରଶିକ୍ଷଣ ଦିଆଯିବ। [6, 918, 174, 971]
astrologer-address: ମଙ୍ଗଳାପ୍ରସାଦ ଶାସନ, କାଠପଟା, ଗଞ୍ଜାମ [769, 131, 883, 139]
event-item: • ପ୍ରତିଭା ସମ୍ମାନ ସମାରୋହ, ସ୍ଥାନ: ଟାଉନ ହଲ, ସମୟ: ସନ୍ଧ୍ୟା ୫ଟା। [6, 483, 133, 503]
sign-name: ଧନୁ [721, 969, 789, 986]
events-column-1 [6, 126, 140, 698]
event-item: • ପୁସ୍ତକ ଲୋକାର୍ପଣ ଉତ୍ସବ, ସମୟ: ପୂର୍ବାହ୍ନ ୧୧ଟା। [284, 384, 418, 404]
event-item: • ମାଘ ମହୋତ୍ସବ, ସ୍ଥାନ: ପାପଡ଼ାହାଣ୍ଡି, ସମୟ: ଅପରାହ୍ନ ୩ଟା। [570, 297, 708, 318]
color-dots [760, 1485, 808, 1494]
zodiac-icon: ♎ [727, 787, 783, 839]
zodiac-icon: ♐ [727, 989, 783, 1041]
event-item: • ବିଦ୍ୟାଳୟ ବାର୍ଷିକୋତ୍ସବ, ସ୍ଥାନ: ଧାମନଗର, ସମୟ: ପୂର୍ବାହ୍ନ ୧୧ଟା। [145, 341, 278, 362]
story-paragraph: ଏଥିସହ ମହିଳା ସଶକ୍ତିକରଣ ଓ କୃଷି କ୍ଷେତ୍ରରେ ଉନ୍ନତି ପାଇଁ ବିଶେଷ କାର୍ଯ୍ୟକ୍ରମ ହାତକୁ ନିଆଯାଇଛି। [178, 863, 346, 884]
sign-name: ମକର [721, 1070, 789, 1087]
sign-name: କର୍କଟ [721, 464, 789, 481]
zodiac-icon: ♓ [727, 1292, 783, 1344]
event-item: ସ୍ଥାନ: ସାଂସ୍କୃତିକ ଭବନ, ସମୟ: ସକାଳ ୯ଟା। [145, 126, 272, 135]
event-city-heading: ରାୟଗଡ଼ା [570, 150, 611, 165]
event-item: • ମାତୃପିତୃ ପୂଜନ ଦିବସ, ସ୍ଥାନ: ବିବେକାନନ୍ଦ ଶିକ୍ଷାନୁଷ୍ଠାନ, ଲକ୍ଷ୍ମୀସାଗର, ସମୟ: ସକାଳ ୮ଟା। [6, 145, 131, 176]
event-item: • ଶ୍ରୀଶ୍ରୀ ଜଗନ୍ନାଥ ମହାପ୍ରଭୁଙ୍କ ଅନୁକୂଳ, ସ୍ଥାନ: ଗୋବିନ୍ଦପୁର, ସମୟ: ସକାଳ ୬ଟା। [427, 155, 562, 176]
sign-prediction: ରାଶିରେ ରହୁଙ୍କ ପ୍ରଭାବରୁ ସହଯୋଗର ଭଲ ସମ୍ଭାବନା ଅଛି। ବନ୍ଧୁ ସହଯୋଗରେ ଲାଭ ହେବ। ପରିବାରରେ ଶାନ୍ତି ରହିବ। ସ୍ୱାସ୍ଥ୍ୟ ପ୍ରତି ଧ୍ୟାନ ଦିଅନ୍ତୁ। [793, 263, 933, 308]
zodiac-icon: ♒ [727, 1191, 783, 1243]
event-item: ମାଘମେଳା ମହୋତ୍ସବ, ସ୍ଥାନ: ଭଞ୍ଜନଗର, ସମୟ: ସନ୍ଧ୍ୟା ୬ଟା। [570, 126, 690, 146]
zodiac-icon: ♉ [727, 282, 783, 334]
print-bar [60, 1484, 86, 1494]
event-item: • ରକ୍ତଦାନ ଶିବିର, ସ୍ଥାନ: ଜିଲ୍ଲା ମୁଖ୍ୟ ଚିକିତ୍ସାଳୟ, ସମୟ: ସକାଳ ୮ଟା। [145, 364, 261, 384]
print-bar [300, 1484, 326, 1494]
event-item: • ବିଦ୍ୟାଳୟ ବାର୍ଷିକ ଉତ୍ସବ, ସ୍ଥାନ: ଫକୀରମୋହନ ଉଚ୍ଚ ବିଦ୍ୟାଳୟ, ସମୟ: ପୂର୍ବାହ୍ନ ୧୦ଟା। [145, 211, 257, 243]
event-city-heading: ଢେଙ୍କାନାଳ [427, 139, 482, 154]
event-city-heading: ଭୁବନେଶ୍ୱର [6, 129, 65, 143]
